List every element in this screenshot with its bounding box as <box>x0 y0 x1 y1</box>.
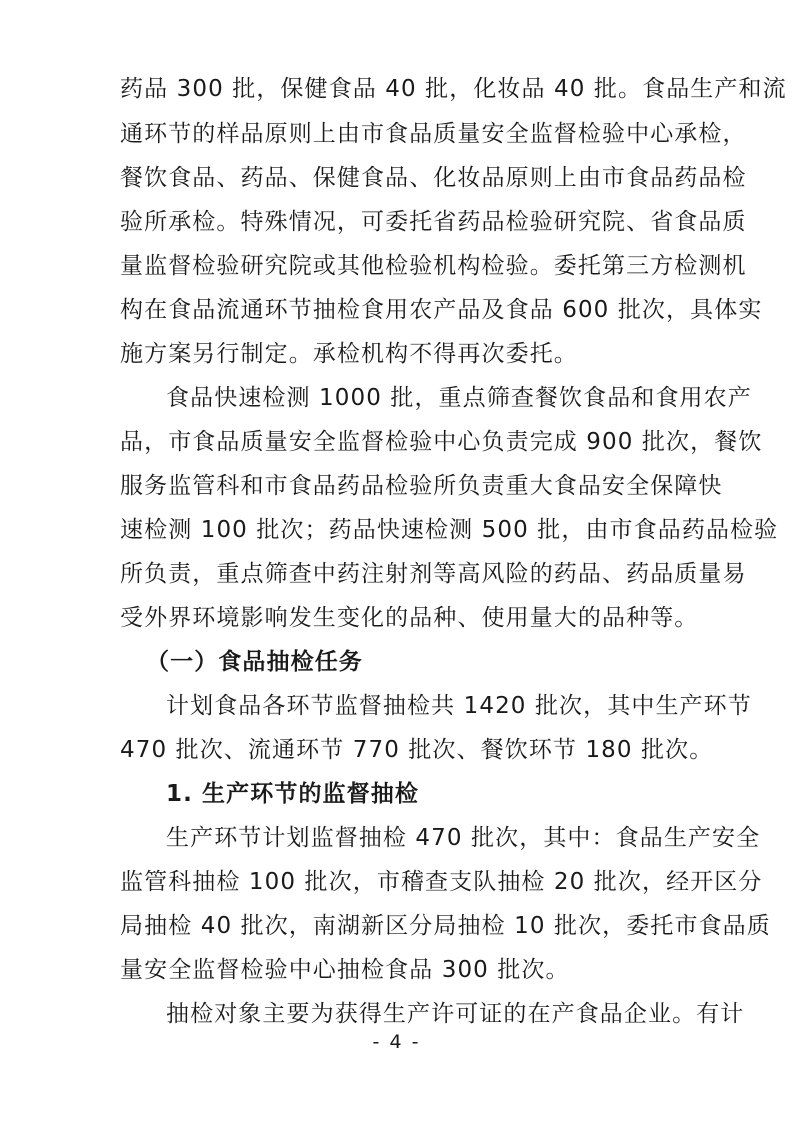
subsection-heading: 1. 生产环节的监督抽检 <box>166 781 419 807</box>
text-line: 施方案另行制定。承检机构不得再次委托。 <box>120 341 578 367</box>
text-line: 品，市食品质量安全监督检验中心负责完成 900 批次，餐饮 <box>120 429 763 455</box>
page-number: - 4 - <box>372 1031 421 1053</box>
section-heading: （一）食品抽检任务 <box>146 649 363 675</box>
paragraph-start-line: 抽检对象主要为获得生产许可证的在产食品企业。有计 <box>166 1001 745 1027</box>
text-line: 构在食品流通环节抽检食用农产品及食品 600 批次，具体实 <box>120 297 763 323</box>
text-line: 餐饮食品、药品、保健食品、化妆品原则上由市食品药品检 <box>120 165 747 191</box>
text-line: 速检测 100 批次；药品快速检测 500 批，由市食品药品检验 <box>120 517 779 543</box>
text-line: 所负责，重点筛查中药注射剂等高风险的药品、药品质量易 <box>120 561 747 587</box>
paragraph-start-line: 食品快速检测 1000 批，重点筛查餐饮食品和食用农产 <box>166 385 752 411</box>
text-line: 服务监管科和市食品药品检验所负责重大食品安全保障快 <box>120 473 723 499</box>
paragraph-start-line: 计划食品各环节监督抽检共 1420 批次，其中生产环节 <box>166 693 752 719</box>
text-line: 通环节的样品原则上由市食品质量安全监督检验中心承检， <box>120 121 747 147</box>
text-line: 监管科抽检 100 批次，市稽查支队抽检 20 批次，经开区分 <box>120 869 763 895</box>
text-line: 470 批次、流通环节 770 批次、餐饮环节 180 批次。 <box>120 737 714 763</box>
text-line: 受外界环境影响发生变化的品种、使用量大的品种等。 <box>120 605 699 631</box>
text-line: 药品 300 批，保健食品 40 批，化妆品 40 批。食品生产和流 <box>120 76 787 102</box>
text-line: 量监督检验研究院或其他检验机构检验。委托第三方检测机 <box>120 253 747 279</box>
text-line: 量安全监督检验中心抽检食品 300 批次。 <box>120 957 570 983</box>
text-line: 局抽检 40 批次，南湖新区分局抽检 10 批次，委托市食品质 <box>120 913 771 939</box>
paragraph-start-line: 生产环节计划监督抽检 470 批次，其中：食品生产安全 <box>166 825 761 851</box>
text-line: 验所承检。特殊情况，可委托省药品检验研究院、省食品质 <box>120 209 747 235</box>
